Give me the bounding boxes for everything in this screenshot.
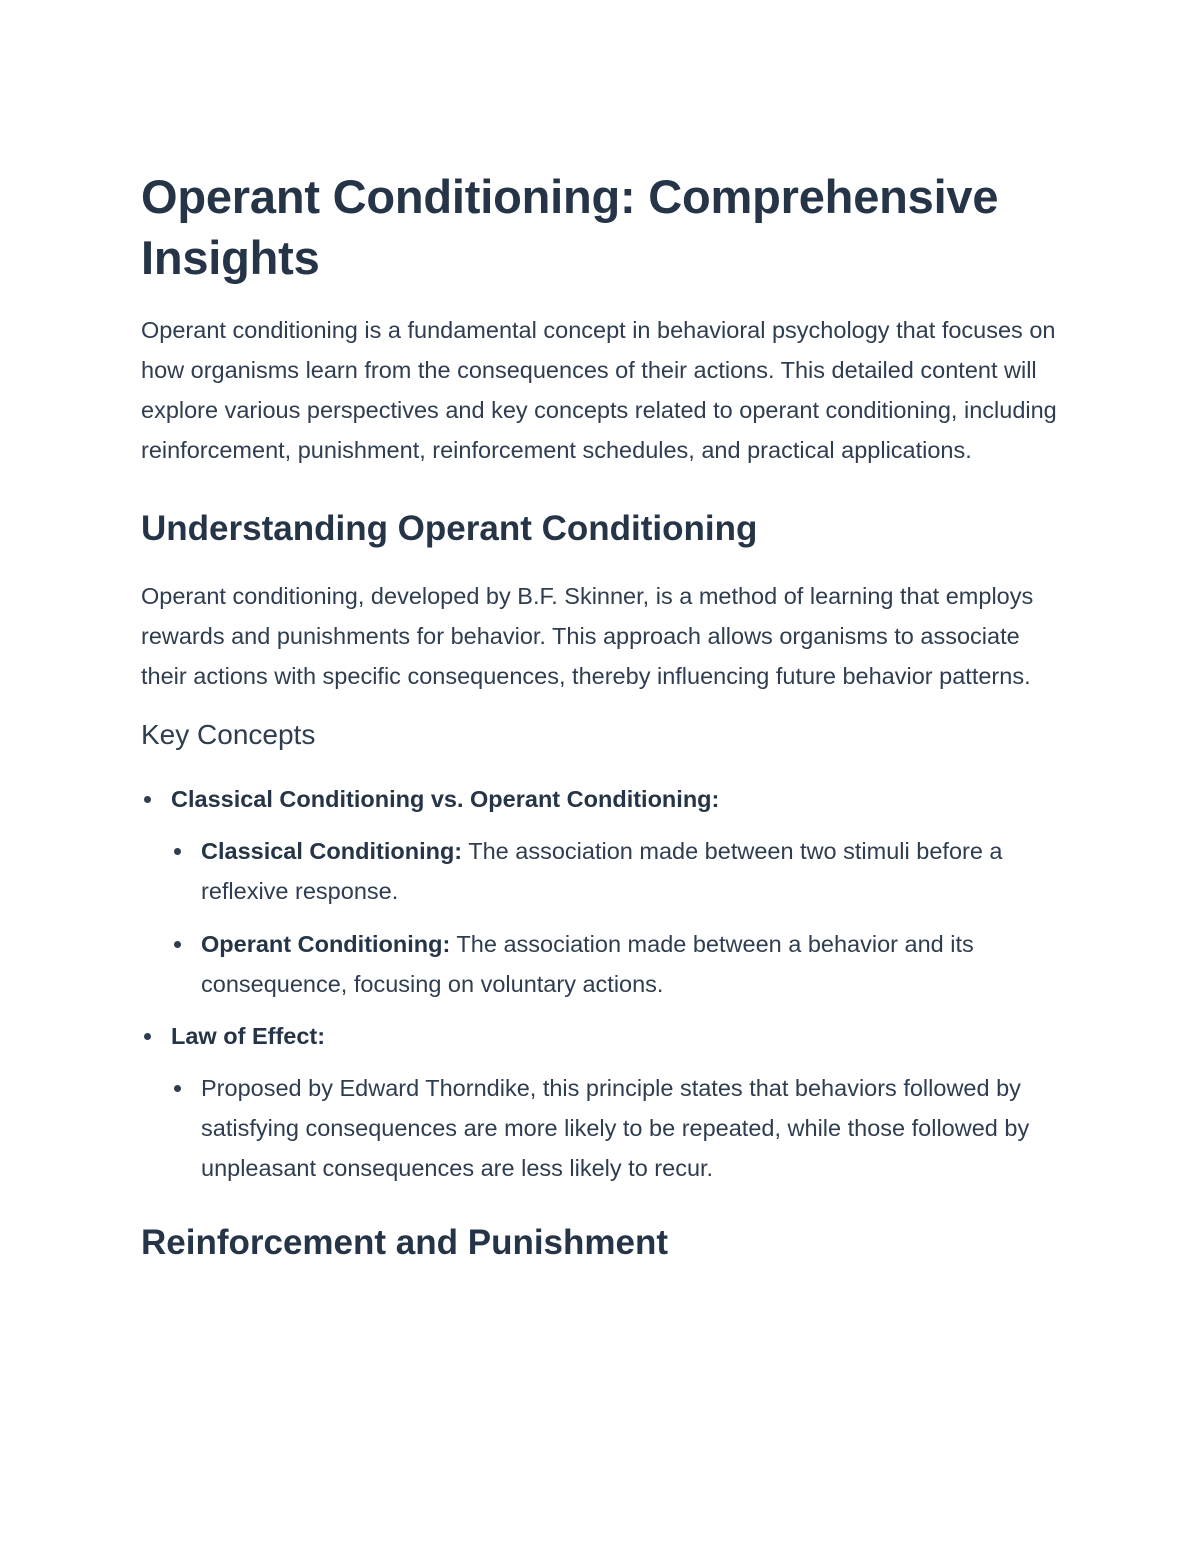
bullet-icon <box>174 1085 181 1092</box>
bullet-icon <box>144 1033 151 1040</box>
sub-list-item-classical <box>171 831 1061 911</box>
sub-item-text: The association made between a behavior and its consequence, focusing on voluntary actions. <box>201 931 974 997</box>
sub-list <box>171 1068 1061 1188</box>
section-heading-reinforcement: Reinforcement and Punishment <box>141 1223 669 1262</box>
list-item-classical-vs-operant <box>141 779 1061 1004</box>
sub-list <box>171 831 1061 1004</box>
section-heading-understanding: Understanding Operant Conditioning <box>141 509 758 548</box>
document-page <box>141 166 1061 1266</box>
sub-item-text: The association made between two stimuli before a reflexive response. <box>201 838 1003 904</box>
list-item-law-of-effect <box>141 1016 1061 1188</box>
sub-item-text: Proposed by Edward Thorndike, this principle states that behaviors followed by satisfying consequences are more likely to be repeated, while those followed by unpleasant consequences are less likely to recur. <box>201 1075 1030 1181</box>
sub-item-term: Operant Conditioning: <box>201 931 451 957</box>
intro-paragraph: Operant conditioning is a fundamental concept in behavioral psychology that focuses on how organisms learn from the consequences of their actions. This detailed content will explore various perspectives and key concepts related to operant conditioning, including reinforcement, punishment, reinforcement schedules, and practical applications. <box>141 317 1057 463</box>
key-concepts-heading: Key Concepts <box>141 719 316 750</box>
list-item-label: Classical Conditioning vs. Operant Conditioning: <box>171 786 720 812</box>
page-title: Operant Conditioning: Comprehensive Insights <box>141 170 999 284</box>
sub-item-term: Classical Conditioning: <box>201 838 463 864</box>
key-concepts-list <box>141 779 1061 1188</box>
list-item-label: Law of Effect: <box>171 1023 326 1049</box>
bullet-icon <box>144 796 151 803</box>
sub-list-item-thorndike <box>171 1068 1061 1188</box>
bullet-icon <box>174 848 181 855</box>
bullet-icon <box>174 941 181 948</box>
sub-list-item-operant <box>171 924 1061 1004</box>
understanding-paragraph: Operant conditioning, developed by B.F. Skinner, is a method of learning that employs rewards and punishments for behavior. This approach allows organisms to associate their actions with specific consequences, thereby influencing future behavior patterns. <box>141 583 1034 689</box>
